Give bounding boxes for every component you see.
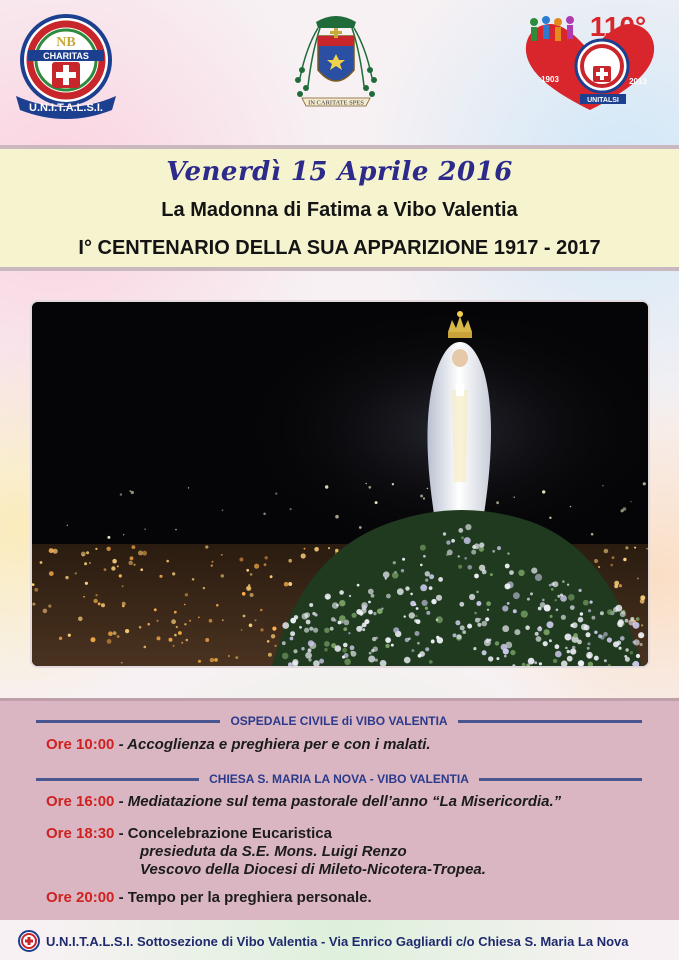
unitalsi-logo: [12, 10, 120, 122]
event-date: Venerdì 15 Aprile 2016: [166, 157, 513, 187]
program-event-1000: [46, 736, 431, 753]
title-band: [0, 145, 679, 271]
event-description: - Concelebrazione Eucaristica: [118, 825, 332, 842]
heading-rule-right: [479, 778, 642, 781]
heading-rule-right: [458, 720, 642, 723]
logo-banner-text: U.N.I.T.A.L.S.I.: [29, 102, 103, 114]
event-time: Ore 16:00: [46, 793, 115, 810]
heading-rule-left: [36, 720, 220, 723]
event-time: Ore 18:30: [46, 825, 115, 842]
event-time: Ore 20:00: [46, 889, 115, 906]
coat-of-arms-motto: IN CARITATE SPES: [308, 99, 364, 107]
anniversary-110-logo: [520, 10, 662, 114]
program-event-1830: [46, 825, 486, 879]
heading-rule-left: [36, 778, 199, 781]
program-event-2000: [46, 889, 372, 906]
unitalsi-mini-logo-icon: [18, 930, 40, 952]
madonna-fatima-photo: [32, 302, 648, 666]
anniversary-year-start: 1903: [541, 75, 559, 84]
anniversary-year-end: 2013: [629, 77, 647, 86]
bishop-coat-of-arms: [288, 8, 384, 120]
program-panel: [0, 698, 679, 920]
event-description-line2: presieduta da S.E. Mons. Luigi Renzo: [140, 843, 407, 860]
event-title: La Madonna di Fatima a Vibo Valentia: [161, 199, 518, 221]
event-description: - Mediatazione sul tema pastorale dell’anno “La Misericordia.”: [118, 793, 562, 810]
event-description: - Tempo per la preghiera personale.: [118, 889, 372, 906]
event-description-line3: Vescovo della Diocesi di Mileto-Nicotera-Tropea.: [140, 861, 486, 878]
footer-address: U.N.I.T.A.L.S.I. Sottosezione di Vibo Valentia - Via Enrico Gagliardi c/o Chiesa S. Maria La Nova: [46, 933, 629, 949]
program-event-1600: [46, 793, 561, 810]
section-heading-hospital: [36, 713, 642, 729]
event-description: - Accoglienza e preghiera per e con i malati.: [118, 736, 431, 753]
logo-ring-text: CHARITAS: [43, 51, 89, 61]
anniversary-banner: UNITALSI: [587, 97, 619, 104]
anniversary-number: 110°: [589, 11, 647, 42]
logo-monogram: NB: [56, 35, 76, 50]
section-heading-label: OSPEDALE CIVILE di VIBO VALENTIA: [230, 714, 448, 728]
footer: [0, 922, 679, 960]
section-heading-church: [36, 771, 642, 787]
event-subtitle: I° CENTENARIO DELLA SUA APPARIZIONE 1917 - 2017: [78, 237, 601, 259]
event-time: Ore 10:00: [46, 736, 115, 753]
section-heading-label: CHIESA S. MARIA LA NOVA - VIBO VALENTIA: [209, 772, 469, 786]
